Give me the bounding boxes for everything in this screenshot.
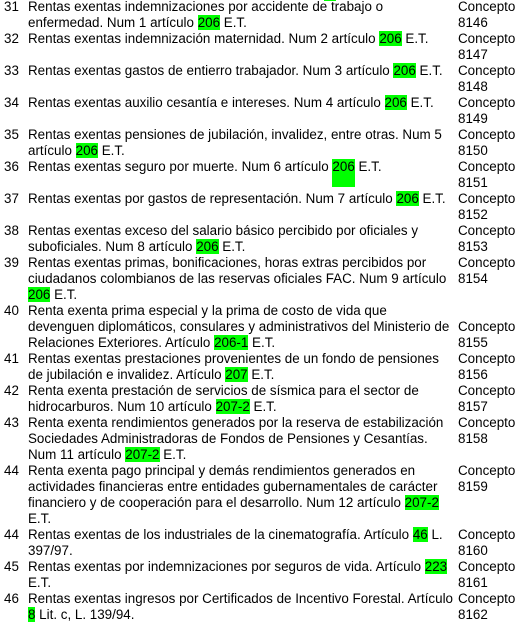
item-description: Rentas exentas pensiones de jubilación, invalidez, entre otras. Num 5 artículo 206 E.T. <box>28 127 442 158</box>
list-item <box>0 31 516 63</box>
item-number: 33 <box>4 63 19 78</box>
item-description: Renta exenta pago principal y demás rendimientos generados en actividades financieras entre entidades gubernamentales de carácter financiero y de cooperación para el desarrollo. Num 12 artículo 207-2 E.T. <box>28 463 439 526</box>
item-description: Renta exenta rendimientos generados por la reserva de estabilización Sociedades Administradoras de Fondos de Pensiones y Cesantías. Num 11 artículo 207-2 E.T. <box>28 415 444 462</box>
item-number: 40 <box>4 303 19 318</box>
item-number: 42 <box>4 383 19 398</box>
item-number: 39 <box>4 255 19 270</box>
item-number: 36 <box>4 159 19 174</box>
article-reference-highlight: 8 <box>28 607 36 622</box>
list-item <box>0 383 516 415</box>
article-reference-highlight: 207 <box>225 367 248 382</box>
item-description: Rentas exentas gastos de entierro trabajador. Num 3 artículo 206 E.T. <box>28 63 443 78</box>
list-item <box>0 559 516 591</box>
list-item <box>0 255 516 303</box>
list-item <box>0 351 516 383</box>
item-description: Rentas exentas primas, bonificaciones, horas extras percibidos por ciudadanos colombianos de las reservas oficiales FAC. Num 9 artículo 206 E.T. <box>28 255 447 302</box>
list-item <box>0 191 516 223</box>
list-item <box>0 0 516 31</box>
concept-code: Concepto 8151 <box>458 159 516 190</box>
item-description: Rentas exentas exceso del salario básico percibido por oficiales y suboficiales. Num 8 artículo 206 E.T. <box>28 223 419 254</box>
item-number: 38 <box>4 223 19 238</box>
item-description: Rentas exentas por gastos de representación. Num 7 artículo 206 E.T. <box>28 191 446 206</box>
concept-code: Concepto 8157 <box>458 383 516 414</box>
item-description: Rentas exentas indemnización maternidad. Num 2 artículo 206 E.T. <box>28 31 429 46</box>
list-item <box>0 415 516 463</box>
concept-code: Concepto 8150 <box>458 127 516 158</box>
item-description: Renta exenta prima especial y la prima de costo de vida que devenguen diplomáticos, consulares y administrativos del Ministerio de Relaciones Exteriores. Artículo 206-1 E.T. <box>28 303 450 350</box>
concept-code: Concepto 8147 <box>458 31 516 62</box>
article-reference-highlight: 207-2 <box>125 447 160 462</box>
concept-code: Concepto 8155 <box>458 319 516 350</box>
concept-code: Concepto 8162 <box>458 591 516 622</box>
list-item <box>0 527 516 559</box>
concept-code: Concepto 8156 <box>458 351 516 382</box>
item-number: 44 <box>4 463 19 478</box>
list-item <box>0 159 516 191</box>
concept-code: Concepto 8148 <box>458 63 516 94</box>
article-reference-highlight: 206 <box>393 63 416 78</box>
item-description: Rentas exentas indemnizaciones por accidente de trabajo o enfermedad. Num 1 artículo 206 E.T. <box>28 0 384 30</box>
article-reference-highlight: 206 <box>396 191 419 206</box>
concept-code: Concepto 8153 <box>458 223 516 254</box>
concept-code: Concepto 8160 <box>458 527 516 558</box>
concept-code: Concepto 8154 <box>458 255 516 286</box>
item-description: Rentas exentas auxilio cesantía e intereses. Num 4 artículo 206 E.T. <box>28 95 434 110</box>
article-reference-highlight: 46 <box>412 527 428 542</box>
article-reference-highlight: 206 <box>332 159 354 187</box>
article-reference-highlight: 206 <box>197 15 221 30</box>
item-number: 37 <box>4 191 19 206</box>
article-reference-highlight: 206 <box>75 143 98 158</box>
item-number: 45 <box>4 559 19 574</box>
item-number: 41 <box>4 351 19 366</box>
item-number: 35 <box>4 127 19 142</box>
item-number: 31 <box>4 0 19 14</box>
article-reference-highlight: 206 <box>384 95 407 110</box>
item-number: 43 <box>4 415 19 430</box>
item-number: 44 <box>4 527 19 542</box>
article-reference-highlight: 223 <box>424 559 448 574</box>
item-number: 46 <box>4 591 19 606</box>
list-item <box>0 463 516 527</box>
article-reference-highlight: 206 <box>379 31 402 46</box>
item-description: Rentas exentas de los industriales de la cinematografía. Artículo 46 L. 397/97. <box>28 527 443 558</box>
item-description: Renta exenta prestación de servicios de sísmica para el sector de hidrocarburos. Num 10 artículo 207-2 E.T. <box>28 383 419 414</box>
list-item <box>0 127 516 159</box>
item-description: Rentas exentas por indemnizaciones por seguros de vida. Artículo 223 E.T. <box>28 559 448 590</box>
article-reference-highlight: 206 <box>28 287 51 302</box>
article-reference-highlight: 206 <box>196 239 219 254</box>
list-item <box>0 223 516 255</box>
list-item <box>0 95 516 127</box>
article-reference-highlight: 206-1 <box>214 335 249 350</box>
list-item <box>0 63 516 95</box>
item-description: Rentas exentas seguro por muerte. Num 6 artículo 206 E.T. <box>26 159 454 187</box>
item-description: Rentas exentas prestaciones provenientes de un fondo de pensiones de jubilación e invalidez. Artículo 207 E.T. <box>28 351 439 382</box>
item-number: 34 <box>4 95 19 110</box>
list-item <box>0 591 516 623</box>
concept-code: Concepto 8159 <box>458 463 516 494</box>
concept-code: Concepto 8161 <box>458 559 516 590</box>
article-reference-highlight: 207-2 <box>215 399 250 414</box>
list-item <box>0 303 516 351</box>
concept-code: Concepto 8149 <box>458 95 516 126</box>
concept-code: Concepto 8152 <box>458 191 516 222</box>
article-reference-highlight: 207-2 <box>404 495 439 510</box>
concept-code: Concepto 8158 <box>458 415 516 446</box>
item-description: Rentas exentas ingresos por Certificados de Incentivo Forestal. Artículo 8 Lit. c, L. 139/94. <box>28 591 453 622</box>
concept-code: Concepto 8146 <box>458 0 516 30</box>
item-number: 32 <box>4 31 19 46</box>
